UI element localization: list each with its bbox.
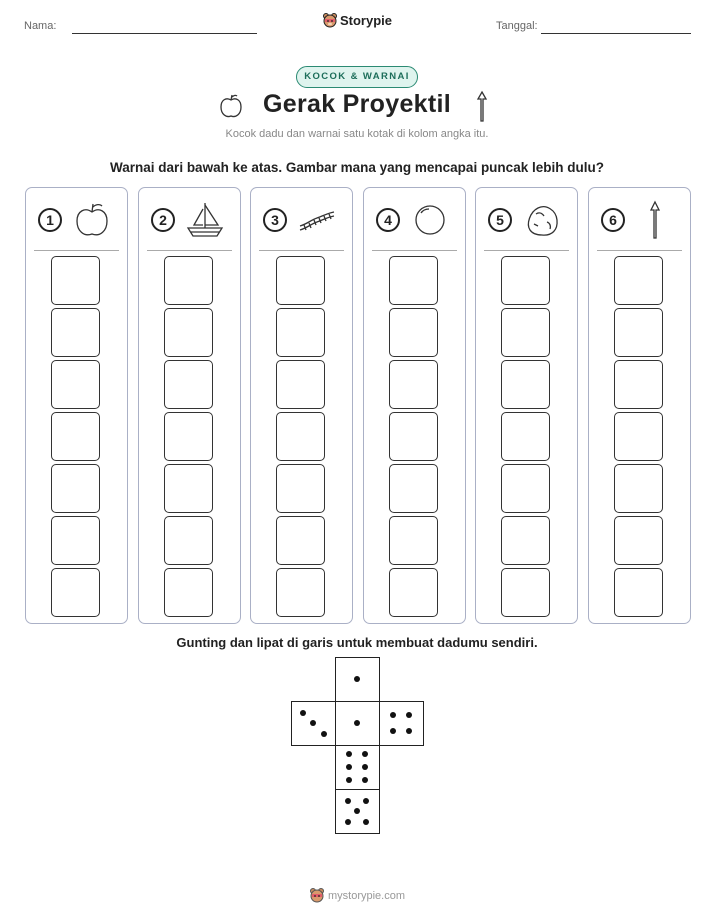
dice-pip: [406, 712, 412, 718]
color-box[interactable]: [51, 308, 100, 357]
column-divider: [372, 250, 457, 251]
column-divider: [34, 250, 119, 251]
color-box[interactable]: [501, 568, 550, 617]
column-3: [250, 187, 353, 624]
color-box[interactable]: [501, 412, 550, 461]
column-6: [588, 187, 691, 624]
rope-icon: [297, 200, 337, 240]
dice-pip: [362, 751, 368, 757]
name-line[interactable]: [72, 33, 257, 34]
color-box[interactable]: [501, 256, 550, 305]
color-box[interactable]: [389, 516, 438, 565]
color-box[interactable]: [614, 360, 663, 409]
dice-pip: [362, 777, 368, 783]
column-number: 5: [488, 208, 512, 232]
color-box[interactable]: [164, 360, 213, 409]
column-2: [138, 187, 241, 624]
column-1: [25, 187, 128, 624]
color-box[interactable]: [51, 568, 100, 617]
color-box[interactable]: [614, 256, 663, 305]
dice-pip: [354, 676, 360, 682]
column-divider: [597, 250, 682, 251]
color-box[interactable]: [501, 360, 550, 409]
apple-icon: [72, 200, 112, 240]
color-box[interactable]: [614, 516, 663, 565]
dice-face: [335, 789, 380, 834]
color-box[interactable]: [389, 464, 438, 513]
color-box[interactable]: [389, 412, 438, 461]
column-divider: [147, 250, 232, 251]
dice-face: [291, 701, 336, 746]
dice-pip: [362, 764, 368, 770]
color-box[interactable]: [614, 568, 663, 617]
column-5: [475, 187, 578, 624]
dice-pip: [354, 720, 360, 726]
date-line[interactable]: [541, 33, 691, 34]
name-label: Nama:: [24, 20, 57, 32]
bear-logo-icon: [309, 887, 325, 906]
column-number: 3: [263, 208, 287, 232]
color-box[interactable]: [276, 256, 325, 305]
color-box[interactable]: [164, 516, 213, 565]
color-box[interactable]: [501, 464, 550, 513]
footer: [0, 887, 714, 906]
color-box[interactable]: [276, 568, 325, 617]
dice-pip: [346, 751, 352, 757]
color-box[interactable]: [164, 308, 213, 357]
color-box[interactable]: [276, 308, 325, 357]
ball-icon: [410, 200, 450, 240]
boat-icon: [185, 200, 225, 240]
color-box[interactable]: [614, 412, 663, 461]
color-box[interactable]: [501, 516, 550, 565]
dice-pip: [363, 798, 369, 804]
color-box[interactable]: [276, 412, 325, 461]
color-box[interactable]: [389, 568, 438, 617]
dice-pip: [310, 720, 316, 726]
color-box[interactable]: [164, 412, 213, 461]
column-number: 6: [601, 208, 625, 232]
color-box[interactable]: [501, 308, 550, 357]
color-box[interactable]: [164, 568, 213, 617]
column-number: 4: [376, 208, 400, 232]
column-4: [363, 187, 466, 624]
dice-pip: [345, 819, 351, 825]
date-label: Tanggal:: [496, 20, 538, 32]
dice-pip: [346, 777, 352, 783]
dice-face: [379, 701, 424, 746]
dice-pip: [363, 819, 369, 825]
arrow-icon: [474, 90, 490, 129]
dice-face: [335, 745, 380, 790]
color-box[interactable]: [389, 308, 438, 357]
brand-name: Storypie: [339, 13, 392, 28]
dice-face: [335, 657, 380, 702]
dice-pip: [390, 712, 396, 718]
color-box[interactable]: [164, 256, 213, 305]
color-box[interactable]: [164, 464, 213, 513]
subtitle: Kocok dadu dan warnai satu kotak di kolom angka itu.: [225, 128, 489, 140]
category-badge: KOCOK & WARNAI: [296, 66, 418, 88]
arrow-icon: [635, 200, 675, 240]
color-box[interactable]: [276, 516, 325, 565]
color-box[interactable]: [389, 256, 438, 305]
color-box[interactable]: [276, 360, 325, 409]
color-box[interactable]: [614, 308, 663, 357]
color-box[interactable]: [51, 516, 100, 565]
footer-url: mystorypie.com: [327, 890, 406, 902]
rock-icon: [522, 200, 562, 240]
column-divider: [259, 250, 344, 251]
dice-pip: [346, 764, 352, 770]
dice-pip: [390, 728, 396, 734]
color-box[interactable]: [51, 360, 100, 409]
dice-pip: [345, 798, 351, 804]
dice-face: [335, 701, 380, 746]
dice-pip: [300, 710, 306, 716]
cut-instruction: Gunting dan lipat di garis untuk membuat dadumu sendiri.: [176, 635, 538, 650]
column-divider: [484, 250, 569, 251]
color-box[interactable]: [51, 412, 100, 461]
dice-pip: [406, 728, 412, 734]
color-box[interactable]: [614, 464, 663, 513]
column-number: 1: [38, 208, 62, 232]
brand-logo: [0, 12, 714, 31]
bear-logo-icon: [322, 12, 338, 31]
color-box[interactable]: [389, 360, 438, 409]
page-title: Gerak Proyektil: [263, 90, 451, 118]
dice-pip: [354, 808, 360, 814]
color-box[interactable]: [51, 464, 100, 513]
dice-pip: [321, 731, 327, 737]
color-box[interactable]: [276, 464, 325, 513]
column-number: 2: [151, 208, 175, 232]
color-box[interactable]: [51, 256, 100, 305]
instruction-text: Warnai dari bawah ke atas. Gambar mana yang mencapai puncak lebih dulu?: [110, 160, 604, 175]
